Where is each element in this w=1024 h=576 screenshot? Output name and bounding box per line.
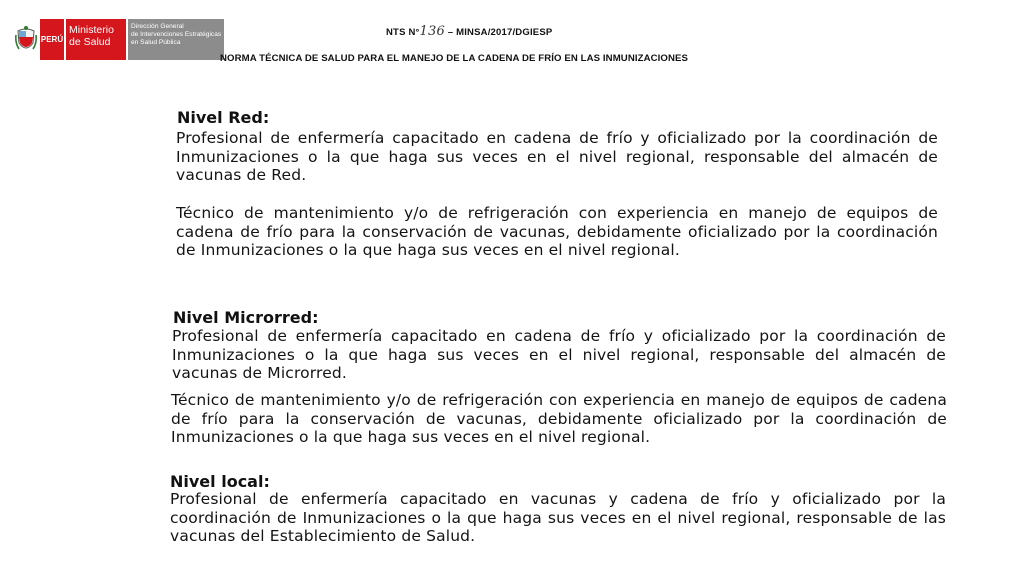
heading-nivel-microrred: Nivel Microrred: [173,308,319,327]
nts-handwritten-number: 136 [419,24,445,39]
norma-title: NORMA TÉCNICA DE SALUD PARA EL MANEJO DE LA CADENA DE FRÍO EN LAS INMUNIZACIONES [220,53,688,64]
paragraph-microrred-tecnico: Técnico de mantenimiento y/o de refrigeración con experiencia en manejo de equipos de cadena de frío para la conservación de vacunas, debidamente oficializado por la coordinación de Inmunizaciones o la que haga sus veces en el nivel regional. [171,391,947,447]
nts-suffix: – MINSA/2017/DGIESP [444,27,553,38]
direction-label: Dirección General de Intervenciones Estratégicas en Salud Pública [128,19,224,60]
heading-nivel-red: Nivel Red: [177,108,270,127]
paragraph-red-profesional: Profesional de enfermería capacitado en cadena de frío y oficializado por la coordinación de Inmunizaciones o la que haga sus veces en el nivel regional, responsable del almacén de vacunas de Red. [176,129,938,185]
peru-label: PERÚ [40,19,64,60]
ministry-label: Ministerio de Salud [66,19,126,60]
paragraph-red-tecnico: Técnico de mantenimiento y/o de refrigeración con experiencia en manejo de equipos de cadena de frío para la conservación de vacunas, debidamente oficializado por la coordinación de Inmunizaciones o la que haga sus veces en el nivel regional. [176,204,938,260]
nts-prefix: NTS N° [386,27,420,38]
paragraph-microrred-profesional: Profesional de enfermería capacitado en cadena de frío y oficializado por la coordinación de Inmunizaciones o la que haga sus veces en el nivel regional, responsable del almacén de vacunas de Microrred. [172,327,946,383]
heading-nivel-local: Nivel local: [170,472,270,491]
paragraph-local-profesional: Profesional de enfermería capacitado en vacunas y cadena de frío y oficializado por la coordinación de Inmunizaciones o la que haga sus veces en el nivel regional, responsable de las vacunas del Establecimiento de Salud. [170,490,946,546]
